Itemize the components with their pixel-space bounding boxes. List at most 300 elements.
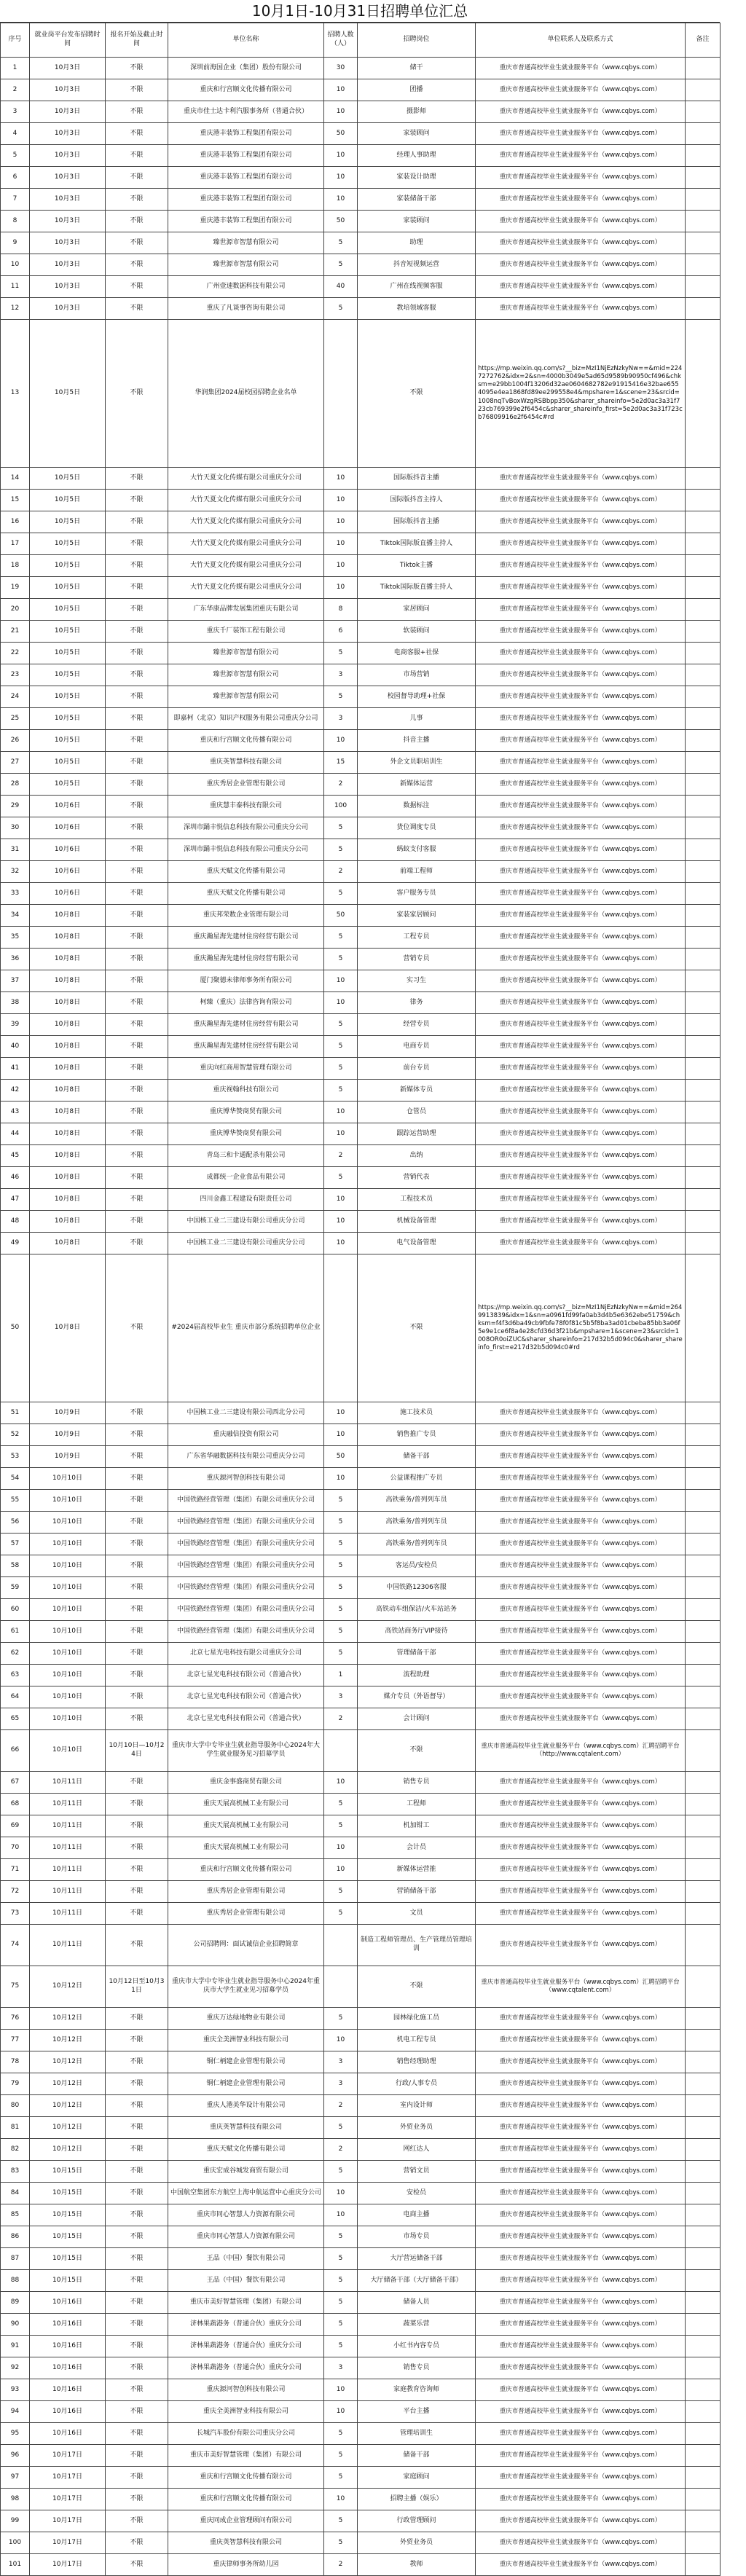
cell-registration-period: 不限	[106, 1468, 168, 1490]
cell-publish-date: 10月5日	[30, 664, 106, 686]
cell-registration-period: 不限	[106, 276, 168, 298]
cell-no: 50	[1, 1254, 30, 1402]
table-row	[1, 1621, 721, 1643]
cell-position: 工程专员	[358, 927, 476, 949]
cell-headcount: 5	[324, 1534, 358, 1555]
table-row	[1, 1859, 721, 1881]
cell-registration-period: 不限	[106, 1859, 168, 1881]
cell-no: 84	[1, 2183, 30, 2204]
cell-contact: 重庆市普通高校毕业生就业服务平台（www.cqbys.com）	[476, 752, 686, 774]
cell-unit-name: 重庆秀居企业管理有限公司	[168, 1881, 324, 1903]
cell-registration-period: 不限	[106, 905, 168, 927]
cell-position: 施工技术员	[358, 1402, 476, 1424]
cell-publish-date: 10月17日	[30, 2532, 106, 2554]
cell-note	[686, 167, 721, 189]
cell-contact: 重庆市普通高校毕业生就业服务平台（www.cqbys.com）	[476, 1577, 686, 1599]
table-row	[1, 1772, 721, 1794]
cell-registration-period: 不限	[106, 708, 168, 730]
cell-note	[686, 861, 721, 883]
table-row	[1, 1643, 721, 1665]
cell-no: 1	[1, 58, 30, 79]
cell-note	[686, 1189, 721, 1211]
cell-publish-date: 10月8日	[30, 970, 106, 992]
cell-registration-period: 不限	[106, 189, 168, 211]
cell-position: 高铁乘务/普列列车员	[358, 1512, 476, 1534]
cell-unit-name: 广州壹速数据科技有限公司	[168, 276, 324, 298]
cell-headcount: 10	[324, 1402, 358, 1424]
cell-publish-date: 10月6日	[30, 796, 106, 817]
cell-note	[686, 1665, 721, 1686]
cell-contact: 重庆市普通高校毕业生就业服务平台（www.cqbys.com）	[476, 2379, 686, 2401]
cell-contact: 重庆市普通高校毕业生就业服务平台（www.cqbys.com）	[476, 599, 686, 621]
cell-note	[686, 123, 721, 145]
cell-publish-date: 10月8日	[30, 1233, 106, 1254]
table-row	[1, 1424, 721, 1446]
cell-position: 营销代表	[358, 1167, 476, 1189]
cell-unit-name: 青岛三和卡通配杀有限公司	[168, 1145, 324, 1167]
cell-unit-name: 北京七星光电科技有限公司（普通合伙）	[168, 1665, 324, 1686]
cell-headcount	[324, 1925, 358, 1966]
cell-contact: 重庆市普通高校毕业生就业服务平台（www.cqbys.com）	[476, 211, 686, 232]
table-row	[1, 2510, 721, 2532]
cell-contact: 重庆市普通高校毕业生就业服务平台（www.cqbys.com）	[476, 123, 686, 145]
cell-contact: 重庆市普通高校毕业生就业服务平台（www.cqbys.com）	[476, 1534, 686, 1555]
cell-publish-date: 10月5日	[30, 730, 106, 752]
cell-no: 43	[1, 1102, 30, 1123]
table-row	[1, 468, 721, 490]
cell-publish-date: 10月17日	[30, 2554, 106, 2576]
cell-publish-date: 10月8日	[30, 1036, 106, 1058]
cell-registration-period: 不限	[106, 533, 168, 555]
cell-registration-period: 不限	[106, 2270, 168, 2292]
cell-contact: 重庆市普通高校毕业生就业服务平台（www.cqbys.com）	[476, 2051, 686, 2073]
cell-no: 58	[1, 1555, 30, 1577]
cell-no: 11	[1, 276, 30, 298]
cell-note	[686, 511, 721, 533]
table-row	[1, 189, 721, 211]
cell-no: 86	[1, 2226, 30, 2248]
cell-registration-period: 不限	[106, 883, 168, 905]
cell-publish-date: 10月15日	[30, 2204, 106, 2226]
table-row	[1, 123, 721, 145]
cell-contact: 重庆市普通高校毕业生就业服务平台（www.cqbys.com）	[476, 1881, 686, 1903]
cell-no: 71	[1, 1859, 30, 1881]
cell-note	[686, 468, 721, 490]
cell-headcount: 15	[324, 752, 358, 774]
cell-contact: 重庆市普通高校毕业生就业服务平台（www.cqbys.com）	[476, 511, 686, 533]
cell-headcount: 10	[324, 511, 358, 533]
cell-position: 管理储备干部	[358, 1643, 476, 1665]
cell-position: 经营专员	[358, 1014, 476, 1036]
cell-no: 44	[1, 1123, 30, 1145]
cell-unit-name: 重庆慧丰泰科技有限公司	[168, 796, 324, 817]
cell-no: 26	[1, 730, 30, 752]
cell-no: 22	[1, 643, 30, 664]
table-row	[1, 796, 721, 817]
cell-publish-date: 10月11日	[30, 1881, 106, 1903]
cell-publish-date: 10月5日	[30, 708, 106, 730]
cell-no: 51	[1, 1402, 30, 1424]
cell-note	[686, 970, 721, 992]
cell-unit-name: 重庆市大学中专毕业生就业指导服务中心2024年重庆市大学生就业见习招募学员	[168, 1966, 324, 2008]
cell-position: 家装设计助理	[358, 167, 476, 189]
cell-headcount: 10	[324, 2401, 358, 2423]
cell-publish-date: 10月12日	[30, 2030, 106, 2051]
cell-headcount: 8	[324, 599, 358, 621]
cell-note	[686, 817, 721, 839]
table-row	[1, 2423, 721, 2445]
cell-headcount	[324, 1966, 358, 2008]
cell-headcount: 10	[324, 1189, 358, 1211]
cell-registration-period: 不限	[106, 2248, 168, 2270]
cell-position: 外企文员职培训生	[358, 752, 476, 774]
table-row	[1, 2554, 721, 2576]
cell-contact: 重庆市普通高校毕业生就业服务平台（www.cqbys.com）	[476, 1424, 686, 1446]
cell-note	[686, 276, 721, 298]
cell-contact: 重庆市普通高校毕业生就业服务平台（www.cqbys.com）	[476, 1490, 686, 1512]
table-row	[1, 1837, 721, 1859]
cell-headcount: 5	[324, 1036, 358, 1058]
cell-headcount: 10	[324, 970, 358, 992]
cell-no: 8	[1, 211, 30, 232]
cell-unit-name: 重庆和行宫顺文化传播有限公司	[168, 1859, 324, 1881]
table-row	[1, 1512, 721, 1534]
cell-unit-name: 北京七星光电科技有限公司重庆分公司	[168, 1643, 324, 1665]
table-row	[1, 1402, 721, 1424]
cell-no: 63	[1, 1665, 30, 1686]
cell-headcount: 30	[324, 58, 358, 79]
cell-contact: 重庆市普通高校毕业生就业服务平台（www.cqbys.com）	[476, 2489, 686, 2510]
cell-headcount: 50	[324, 123, 358, 145]
cell-registration-period: 不限	[106, 1254, 168, 1402]
cell-position: 出纳	[358, 1145, 476, 1167]
cell-contact: 重庆市普通高校毕业生就业服务平台（www.cqbys.com）	[476, 730, 686, 752]
cell-note	[686, 2161, 721, 2183]
cell-registration-period: 不限	[106, 58, 168, 79]
cell-contact: 重庆市普通高校毕业生就业服务平台（www.cqbys.com）	[476, 1903, 686, 1925]
cell-position: 中国铁路12306客服	[358, 1577, 476, 1599]
cell-position: 摄影师	[358, 101, 476, 123]
cell-position: 机加钳工	[358, 1815, 476, 1837]
cell-unit-name: 大竹天夏文化传媒有限公司重庆分公司	[168, 533, 324, 555]
cell-headcount: 5	[324, 2226, 358, 2248]
cell-note	[686, 2270, 721, 2292]
table-row	[1, 1686, 721, 1708]
table-row	[1, 1555, 721, 1577]
cell-position: 教师	[358, 2554, 476, 2576]
cell-unit-name: 重庆港丰装饰工程集团有限公司	[168, 145, 324, 167]
cell-note	[686, 2401, 721, 2423]
cell-registration-period: 不限	[106, 664, 168, 686]
cell-registration-period: 不限	[106, 1036, 168, 1058]
cell-registration-period: 不限	[106, 1903, 168, 1925]
cell-note	[686, 254, 721, 276]
cell-note	[686, 774, 721, 796]
cell-publish-date: 10月11日	[30, 1903, 106, 1925]
table-row	[1, 2532, 721, 2554]
cell-position: 机械设备管理	[358, 1211, 476, 1233]
cell-no: 42	[1, 1080, 30, 1102]
cell-note	[686, 145, 721, 167]
cell-position: 销售经理助理	[358, 2051, 476, 2073]
cell-note	[686, 2423, 721, 2445]
cell-position: 国际版抖音主播	[358, 511, 476, 533]
cell-note	[686, 1643, 721, 1665]
cell-unit-name: 北京七星光电科技有限公司（普通合伙）	[168, 1686, 324, 1708]
cell-no: 32	[1, 861, 30, 883]
table-row	[1, 2051, 721, 2073]
cell-note	[686, 2554, 721, 2576]
table-row	[1, 686, 721, 708]
cell-contact: 重庆市普通高校毕业生就业服务平台（www.cqbys.com）	[476, 232, 686, 254]
cell-registration-period: 不限	[106, 232, 168, 254]
cell-position: 储备人员	[358, 2292, 476, 2314]
cell-headcount: 5	[324, 2292, 358, 2314]
cell-note	[686, 1966, 721, 2008]
cell-headcount: 5	[324, 298, 358, 320]
cell-contact: 重庆市普通高校毕业生就业服务平台（www.cqbys.com）	[476, 1599, 686, 1621]
cell-publish-date: 10月9日	[30, 1402, 106, 1424]
cell-note	[686, 1534, 721, 1555]
cell-publish-date: 10月12日	[30, 1966, 106, 2008]
table-row	[1, 2467, 721, 2489]
cell-note	[686, 101, 721, 123]
table-row	[1, 1966, 721, 2008]
cell-registration-period: 不限	[106, 2139, 168, 2161]
cell-contact: 重庆市普通高校毕业生就业服务平台（www.cqbys.com）	[476, 1014, 686, 1036]
cell-headcount: 5	[324, 1512, 358, 1534]
cell-position: 工程师	[358, 1794, 476, 1815]
cell-note	[686, 58, 721, 79]
cell-registration-period: 不限	[106, 1446, 168, 1468]
cell-no: 40	[1, 1036, 30, 1058]
cell-position: 家装家居顾问	[358, 905, 476, 927]
cell-publish-date: 10月6日	[30, 883, 106, 905]
cell-headcount: 10	[324, 189, 358, 211]
cell-note	[686, 1211, 721, 1233]
cell-publish-date: 10月3日	[30, 101, 106, 123]
cell-publish-date: 10月8日	[30, 905, 106, 927]
cell-unit-name: 公司招聘网：面试诚信企业招聘简章	[168, 1925, 324, 1966]
cell-note	[686, 927, 721, 949]
cell-note	[686, 1254, 721, 1402]
cell-headcount: 10	[324, 992, 358, 1014]
cell-headcount: 5	[324, 2270, 358, 2292]
table-row	[1, 298, 721, 320]
cell-contact: 重庆市普通高校毕业生就业服务平台（www.cqbys.com）	[476, 2183, 686, 2204]
cell-headcount: 5	[324, 1555, 358, 1577]
cell-unit-name: 重庆同成企业管理顾问有限公司	[168, 2510, 324, 2532]
cell-unit-name: 重庆市佳士达卡利汽服事务所（普通合伙）	[168, 101, 324, 123]
cell-contact: 重庆市普通高校毕业生就业服务平台（www.cqbys.com）	[476, 79, 686, 101]
table-row	[1, 1665, 721, 1686]
cell-headcount: 10	[324, 1859, 358, 1881]
table-row	[1, 2379, 721, 2401]
cell-publish-date: 10月3日	[30, 58, 106, 79]
cell-headcount: 5	[324, 2161, 358, 2183]
cell-unit-name: 重庆天赋文化传播有限公司	[168, 2139, 324, 2161]
cell-position: 管理培训生	[358, 2423, 476, 2445]
cell-contact: 重庆市普通高校毕业生就业服务平台（www.cqbys.com）	[476, 1555, 686, 1577]
cell-no: 68	[1, 1794, 30, 1815]
cell-headcount	[324, 1730, 358, 1772]
cell-contact: 重庆市普通高校毕业生就业服务平台（www.cqbys.com）	[476, 796, 686, 817]
cell-note	[686, 1577, 721, 1599]
cell-headcount	[324, 1254, 358, 1402]
cell-publish-date: 10月15日	[30, 2183, 106, 2204]
cell-note	[686, 2357, 721, 2379]
cell-unit-name: 重庆市大学中专毕业生就业指导服务中心2024年大学生就业服务见习招募学员	[168, 1730, 324, 1772]
cell-contact: 重庆市普通高校毕业生就业服务平台（www.cqbys.com）	[476, 1708, 686, 1730]
cell-unit-name: 重庆源河智创科技有限公司	[168, 2379, 324, 2401]
cell-note	[686, 839, 721, 861]
cell-no: 78	[1, 2051, 30, 2073]
cell-unit-name: 重庆视翰科技有限公司	[168, 1080, 324, 1102]
cell-registration-period: 不限	[106, 927, 168, 949]
cell-headcount: 3	[324, 1686, 358, 1708]
cell-note	[686, 2336, 721, 2357]
cell-headcount: 5	[324, 1080, 358, 1102]
cell-note	[686, 1468, 721, 1490]
cell-headcount: 10	[324, 2204, 358, 2226]
cell-unit-name: 中国核工业二三建设有限公司重庆分公司	[168, 1211, 324, 1233]
cell-headcount	[324, 320, 358, 468]
cell-no: 25	[1, 708, 30, 730]
cell-no: 5	[1, 145, 30, 167]
cell-no: 67	[1, 1772, 30, 1794]
cell-publish-date: 10月11日	[30, 1815, 106, 1837]
cell-position: 销售推广专员	[358, 1424, 476, 1446]
cell-contact: 重庆市普通高校毕业生就业服务平台（www.cqbys.com）	[476, 949, 686, 970]
cell-no: 7	[1, 189, 30, 211]
cell-contact: 重庆市普通高校毕业生就业服务平台（www.cqbys.com）	[476, 839, 686, 861]
cell-unit-name: 臻世源市智慧有限公司	[168, 232, 324, 254]
cell-publish-date: 10月6日	[30, 861, 106, 883]
cell-registration-period: 不限	[106, 2379, 168, 2401]
cell-publish-date: 10月16日	[30, 2292, 106, 2314]
cell-no: 35	[1, 927, 30, 949]
cell-headcount: 5	[324, 2336, 358, 2357]
cell-publish-date: 10月11日	[30, 1859, 106, 1881]
table-row	[1, 643, 721, 664]
cell-contact: 重庆市普通高校毕业生就业服务平台（www.cqbys.com）	[476, 1211, 686, 1233]
cell-unit-name: 重庆金事盛商贸有限公司	[168, 1772, 324, 1794]
cell-contact: 重庆市普通高校毕业生就业服务平台（www.cqbys.com）	[476, 1102, 686, 1123]
cell-registration-period: 不限	[106, 2226, 168, 2248]
cell-headcount: 5	[324, 2467, 358, 2489]
cell-contact: 重庆市普通高校毕业生就业服务平台（www.cqbys.com）	[476, 58, 686, 79]
cell-unit-name: 重庆英智慧科技有限公司	[168, 2117, 324, 2139]
cell-unit-name: 重庆天赋文化传播有限公司	[168, 883, 324, 905]
cell-note	[686, 2532, 721, 2554]
table-row	[1, 2161, 721, 2183]
cell-unit-name: 重庆邦荣数企业管理有限公司	[168, 905, 324, 927]
table-row	[1, 320, 721, 468]
cell-headcount: 5	[324, 1903, 358, 1925]
cell-contact: 重庆市普通高校毕业生就业服务平台（www.cqbys.com）	[476, 2510, 686, 2532]
cell-unit-name: 重庆人港美华设计有限公司	[168, 2095, 324, 2117]
cell-position: 小红书内容专员	[358, 2336, 476, 2357]
cell-headcount: 10	[324, 79, 358, 101]
cell-contact: 重庆市普通高校毕业生就业服务平台（www.cqbys.com）	[476, 2445, 686, 2467]
cell-registration-period: 不限	[106, 1555, 168, 1577]
cell-note	[686, 2489, 721, 2510]
cell-registration-period: 不限	[106, 123, 168, 145]
cell-no: 55	[1, 1490, 30, 1512]
cell-unit-name: 大竹天夏文化传媒有限公司重庆分公司	[168, 490, 324, 511]
table-row	[1, 1708, 721, 1730]
table-body	[1, 58, 721, 2576]
table-row	[1, 533, 721, 555]
cell-unit-name: 重庆瀚星海先建材住房经营有限公司	[168, 949, 324, 970]
cell-note	[686, 708, 721, 730]
cell-no: 13	[1, 320, 30, 468]
cell-publish-date: 10月5日	[30, 577, 106, 599]
cell-headcount: 5	[324, 1643, 358, 1665]
cell-publish-date: 10月5日	[30, 533, 106, 555]
cell-publish-date: 10月17日	[30, 2445, 106, 2467]
cell-position: 不限	[358, 1730, 476, 1772]
cell-publish-date: 10月8日	[30, 1058, 106, 1080]
table-row	[1, 1577, 721, 1599]
table-row	[1, 2445, 721, 2467]
cell-no: 49	[1, 1233, 30, 1254]
cell-unit-name: 中国航空集团东方航空上海中航运营中心重庆分公司	[168, 2183, 324, 2204]
cell-registration-period: 不限	[106, 2401, 168, 2423]
cell-unit-name: 中国铁路经营管理（集团）有限公司重庆分公司	[168, 1621, 324, 1643]
cell-unit-name: 重庆博华赞商贸有限公司	[168, 1123, 324, 1145]
cell-position: 教培领域客服	[358, 298, 476, 320]
cell-unit-name: 重庆和行宫顺文化传播有限公司	[168, 2489, 324, 2510]
cell-contact: 重庆市普通高校毕业生就业服务平台（www.cqbys.com）	[476, 2073, 686, 2095]
cell-no: 100	[1, 2532, 30, 2554]
cell-note	[686, 2008, 721, 2030]
cell-note	[686, 189, 721, 211]
cell-headcount: 10	[324, 101, 358, 123]
cell-publish-date: 10月6日	[30, 839, 106, 861]
cell-no: 72	[1, 1881, 30, 1903]
cell-no: 64	[1, 1686, 30, 1708]
cell-headcount: 10	[324, 1123, 358, 1145]
table-row	[1, 774, 721, 796]
cell-publish-date: 10月5日	[30, 752, 106, 774]
cell-note	[686, 1512, 721, 1534]
cell-note	[686, 1925, 721, 1966]
table-row	[1, 1815, 721, 1837]
cell-publish-date: 10月12日	[30, 2139, 106, 2161]
cell-publish-date: 10月3日	[30, 298, 106, 320]
cell-note	[686, 1145, 721, 1167]
cell-contact: 重庆市普通高校毕业生就业服务平台（www.cqbys.com）	[476, 1145, 686, 1167]
cell-contact: 重庆市普通高校毕业生就业服务平台（www.cqbys.com）	[476, 1402, 686, 1424]
cell-registration-period: 不限	[106, 2467, 168, 2489]
cell-publish-date: 10月5日	[30, 599, 106, 621]
cell-registration-period: 不限	[106, 1815, 168, 1837]
cell-contact: 重庆市普通高校毕业生就业服务平台（www.cqbys.com）	[476, 1058, 686, 1080]
cell-unit-name: 深圳前海国企业（集团）股份有限公司	[168, 58, 324, 79]
cell-no: 16	[1, 511, 30, 533]
table-row	[1, 2357, 721, 2379]
cell-contact: https://mp.weixin.qq.com/s?__biz=MzI1NjEzNzkyNw==&mid=2649913839&idx=1&sn=a0961fd99fa0ab3d4b5e6362ebe51759&chksm=f4f3d6ba49cb9fbfe78f0f81c5b5f8ba3ad01cbeba85bb3a06f5e9e1ce6f8a4e28cfd36d3f21b&mpshare=1&scene=23&srcid=1008OR0oiZUC&sharer_shareinfo=217d32b5d094c0&sharer_shareinfo_first=e217d32b5d094c0#rd	[476, 1254, 686, 1402]
cell-unit-name: 深圳市踊丰悦信息科技有限公司重庆分公司	[168, 839, 324, 861]
cell-unit-name: 大竹天夏文化传媒有限公司重庆分公司	[168, 468, 324, 490]
cell-note	[686, 1599, 721, 1621]
table-row	[1, 2336, 721, 2357]
cell-unit-name: 广东省华融数据科技有限公司重庆分公司	[168, 1446, 324, 1468]
cell-no: 83	[1, 2161, 30, 2183]
cell-contact: 重庆市普通高校毕业生就业服务平台（www.cqbys.com）	[476, 1468, 686, 1490]
cell-no: 90	[1, 2314, 30, 2336]
